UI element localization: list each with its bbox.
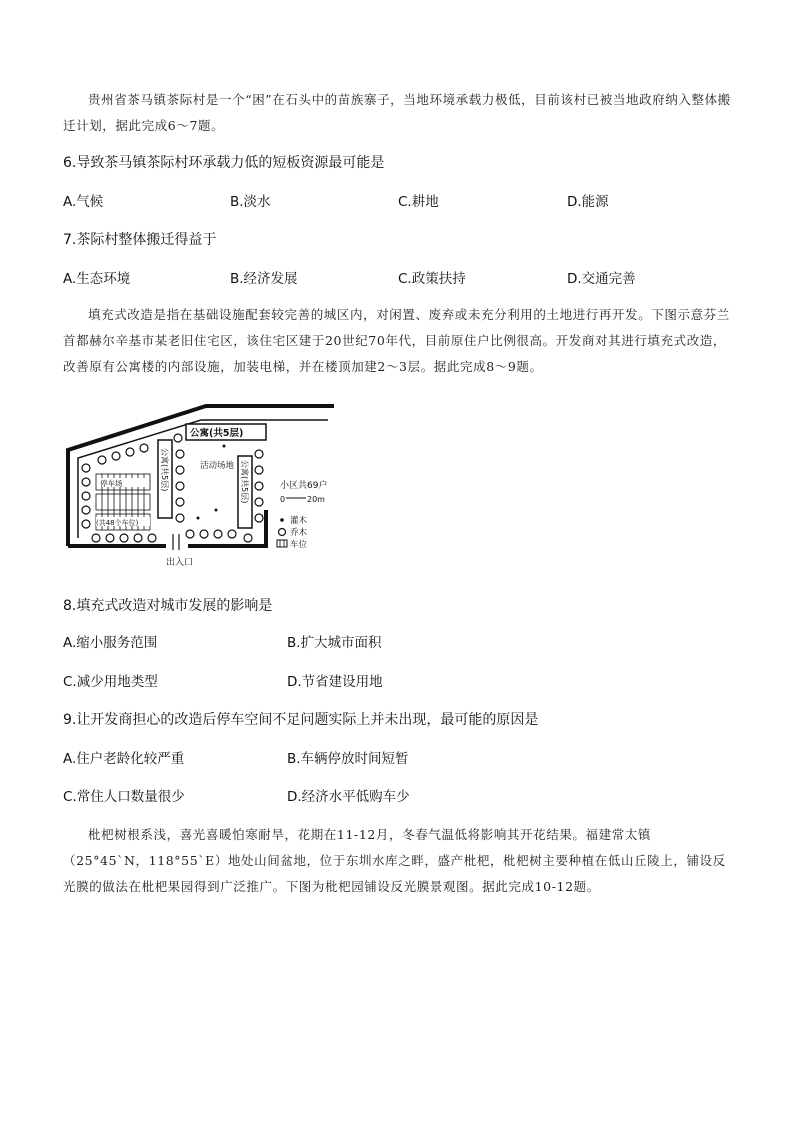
q9-option-d[interactable]: D.经济水平低购车少 xyxy=(287,789,410,805)
legend-households: 小区共69户 xyxy=(280,481,328,491)
residential-area-map xyxy=(66,398,336,570)
q6-option-b[interactable]: B.淡水 xyxy=(230,194,271,210)
passage-loquat: 枇杷树根系浅，喜光喜暖怕寒耐旱，花期在11-12月，冬春气温低将影响其开花结果。福建常太镇（25°45`N，118°55`E）地处山间盆地，位于东圳水库之畔，盛产枇杷，枇杷树主要种植在低山丘陵上，铺设反光膜的做法在枇杷果园得到广泛推广。下图为枇杷园铺设反光膜景观图。据此完成10-12题。 xyxy=(63,827,726,894)
entrance-label: 出入口 xyxy=(166,558,194,568)
legend-scale-zero: 0 xyxy=(280,495,286,504)
passage-village: 贵州省茶马镇茶际村是一个“困”在石头中的苗族寨子，当地环境承载力极低，目前该村已被当地政府纳入整体搬迁计划，据此完成6～7题。 xyxy=(63,92,731,133)
legend-parking: 车位 xyxy=(290,540,308,550)
q6-option-c[interactable]: C.耕地 xyxy=(398,194,439,210)
q9-option-b[interactable]: B.车辆停放时间短暂 xyxy=(287,751,409,767)
legend-parking-symbol xyxy=(277,540,287,547)
legend-shrub-symbol xyxy=(280,518,284,522)
question-9-stem: 9.让开发商担心的改造后停车空间不足问题实际上并未出现，最可能的原因是 xyxy=(63,712,539,728)
apartment-left-label: 公寓(共5层) xyxy=(160,448,169,492)
q8-option-b[interactable]: B.扩大城市面积 xyxy=(287,635,382,651)
q8-option-c[interactable]: C.减少用地类型 xyxy=(63,674,158,690)
apartment-right-label: 公寓(共5层) xyxy=(240,460,249,504)
q6-option-d[interactable]: D.能源 xyxy=(567,194,609,210)
q9-option-c[interactable]: C.常住人口数量很少 xyxy=(63,789,185,805)
entrance-arrow-icon xyxy=(173,534,179,550)
q8-option-d[interactable]: D.节省建设用地 xyxy=(287,674,383,690)
parking-capacity-label: (共48个车位) xyxy=(96,519,139,527)
q7-option-a[interactable]: A.生态环境 xyxy=(63,271,131,287)
parking-label: 停车场 xyxy=(100,479,123,488)
question-6-stem: 6.导致茶马镇茶际村环承载力低的短板资源最可能是 xyxy=(63,155,385,171)
q6-option-a[interactable]: A.气候 xyxy=(63,194,104,210)
activity-area-label: 活动场地 xyxy=(200,461,235,471)
q7-option-b[interactable]: B.经济发展 xyxy=(230,271,298,287)
question-7-stem: 7.茶际村整体搬迁得益于 xyxy=(63,232,217,248)
legend-scale-length: 20m xyxy=(307,495,325,504)
legend-shrub: 灌木 xyxy=(290,516,308,526)
q7-option-d[interactable]: D.交通完善 xyxy=(567,271,636,287)
legend-tree: 乔木 xyxy=(290,528,308,538)
q9-option-a[interactable]: A.住户老龄化较严重 xyxy=(63,751,185,767)
q8-option-a[interactable]: A.缩小服务范围 xyxy=(63,635,158,651)
apartment-top-label: 公寓(共5层) xyxy=(190,428,244,439)
question-8-stem: 8.填充式改造对城市发展的影响是 xyxy=(63,598,273,614)
shrub-markers xyxy=(197,445,226,520)
passage-infill: 填充式改造是指在基础设施配套较完善的城区内，对闲置、废弃或未充分利用的土地进行再开发。下图示意芬兰首都赫尔辛基市某老旧住宅区，该住宅区建于20世纪70年代，目前原住户比例很高。开发商对其进行填充式改造，改善原有公寓楼的内部设施，加装电梯，并在楼顶加建2～3层。据此完成8～9题。 xyxy=(63,307,730,374)
q7-option-c[interactable]: C.政策扶持 xyxy=(398,271,466,287)
legend-tree-symbol xyxy=(279,529,286,536)
